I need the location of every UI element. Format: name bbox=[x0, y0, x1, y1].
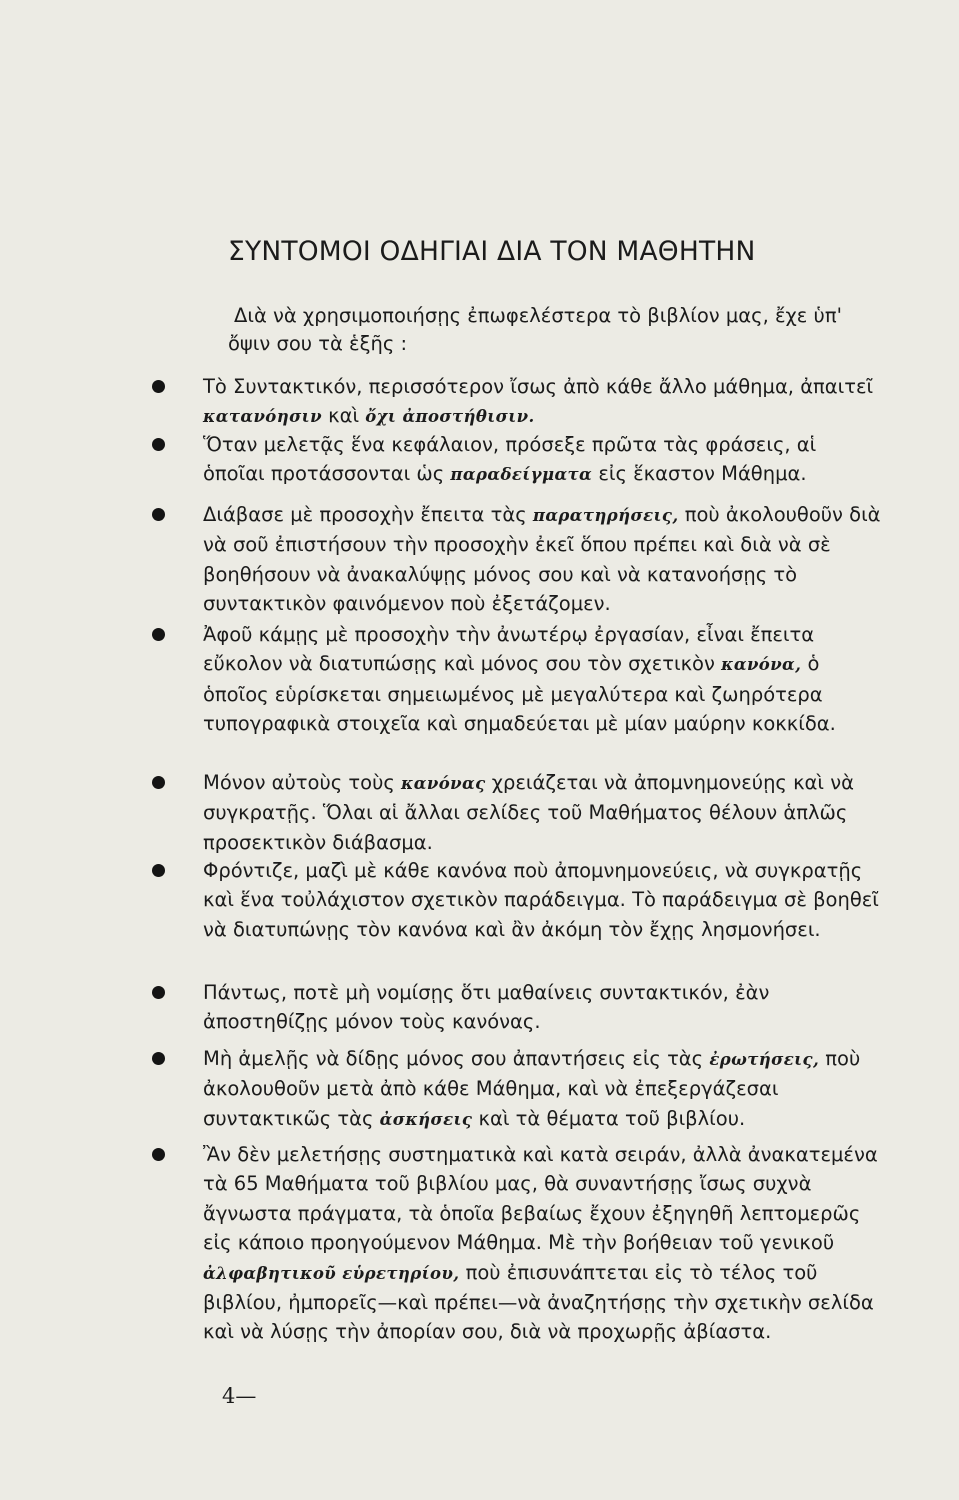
list-item-text: Διάβασε μὲ προσοχὴν ἔπειτα τὰς παρατηρήσεις, ποὺ ἀκολουθοῦν διὰ νὰ σοῦ ἐπιστήσουν τὴν προσοχὴν ἐκεῖ ὅπου πρέπει καὶ διὰ νὰ σὲ βοηθήσουν νὰ ἀνακαλύψῃς μόνος σου καὶ νὰ κατανοήσῃς τὸ συντακτικὸν φαινόμενον ποὺ ἐξετάζομεν. bbox=[203, 503, 881, 616]
bullet-icon bbox=[152, 380, 165, 393]
list-item-text: Ἀφοῦ κάμῃς μὲ προσοχὴν τὴν ἀνωτέρῳ ἐργασίαν, εἶναι ἔπειτα εὔκολον νὰ διατυπώσῃς καὶ μόνος σου τὸν σχετικὸν κανόνα, ὁ ὁποῖος εὑρίσκεται σημειωμένος μὲ μεγαλύτερα καὶ ζωηρότερα τυπογραφικὰ στοιχεῖα καὶ σημαδεύεται μὲ μίαν μαύρην κοκκίδα. bbox=[203, 623, 836, 736]
bullet-icon bbox=[152, 1148, 165, 1161]
bullet-icon bbox=[152, 438, 165, 451]
bullet-icon bbox=[152, 776, 165, 789]
page-number: 4— bbox=[222, 1384, 257, 1408]
list-item-text: Μὴ ἀμελῇς νὰ δίδῃς μόνος σου ἀπαντήσεις εἰς τὰς ἐρωτήσεις, ποὺ ἀκολουθοῦν μετὰ ἀπὸ κάθε Μάθημα, καὶ νὰ ἐπεξεργάζεσαι συντακτικῶς τὰς ἀσκήσεις καὶ τὰ θέματα τοῦ βιβλίου. bbox=[203, 1047, 861, 1130]
bullet-icon bbox=[152, 986, 165, 999]
list-item-text: Τὸ Συντακτικόν, περισσότερον ἴσως ἀπὸ κάθε ἄλλο μάθημα, ἀπαιτεῖ κατανόησιν καὶ ὄχι ἀποστήθισιν. bbox=[203, 375, 874, 428]
bullet-icon bbox=[152, 864, 165, 877]
list-item-text: Φρόντιζε, μαζὶ μὲ κάθε κανόνα ποὺ ἀπομνημονεύεις, νὰ συγκρατῇς καὶ ἕνα τοὐλάχιστον σχετικὸν παράδειγμα. Τὸ παράδειγμα σὲ βοηθεῖ νὰ διατυπώνῃς τὸν κανόνα καὶ ἂν ἀκόμη τὸν ἔχῃς λησμονήσει. bbox=[203, 859, 879, 941]
list-item-text: Ἂν δὲν μελετήσῃς συστηματικὰ καὶ κατὰ σειράν, ἀλλὰ ἀνακατεμένα τὰ 65 Μαθήματα τοῦ βιβλίου μας, θὰ συναντήσῃς ἴσως συχνὰ ἄγνωστα πράγματα, τὰ ὁποῖα βεβαίως ἔχουν ἐξηγηθῆ λεπτομερῶς εἰς κάποιο προηγούμενον Μάθημα. Μὲ τὴν βοήθειαν τοῦ γενικοῦ ἀλφαβητικοῦ εὑρετηρίου, ποὺ ἐπισυνάπτεται εἰς τὸ τέλος τοῦ βιβλίου, ἠμπορεῖς—καὶ πρέπει—νὰ ἀναζητήσῃς τὴν σχετικὴν σελίδα καὶ νὰ λύσῃς τὴν ἀπορίαν σου, διὰ νὰ προχωρῇς ἀβίαστα. bbox=[203, 1143, 878, 1344]
list-item-text: Πάντως, ποτὲ μὴ νομίσῃς ὅτι μαθαίνεις συντακτικόν, ἐὰν ἀποστηθίζῃς μόνον τοὺς κανόνας. bbox=[203, 981, 770, 1034]
bullet-icon bbox=[152, 628, 165, 641]
list-item-text: Μόνον αὐτοὺς τοὺς κανόνας χρειάζεται νὰ ἀπομνημονεύῃς καὶ νὰ συγκρατῇς. Ὅλαι αἱ ἄλλαι σελίδες τοῦ Μαθήματος θέλουν ἁπλῶς προσεκτικὸν διάβασμα. bbox=[203, 771, 854, 854]
bullet-icon bbox=[152, 508, 165, 521]
page-title: ΣΥΝΤΟΜΟΙ ΟΔΗΓΙΑΙ ΔΙΑ ΤΟΝ ΜΑΘΗΤΗΝ bbox=[228, 236, 756, 267]
intro-paragraph: Διὰ νὰ χρησιμοποιήσῃς ἐπωφελέστερα τὸ βιβλίον μας, ἔχε ὑπ' ὄψιν σου τὰ ἑξῆς : bbox=[228, 304, 842, 355]
bullet-icon bbox=[152, 1052, 165, 1065]
list-item-text: Ὅταν μελετᾷς ἕνα κεφάλαιον, πρόσεξε πρῶτα τὰς φράσεις, αἱ ὁποῖαι προτάσσονται ὡς παραδείγματα εἰς ἕκαστον Μάθημα. bbox=[203, 433, 817, 486]
